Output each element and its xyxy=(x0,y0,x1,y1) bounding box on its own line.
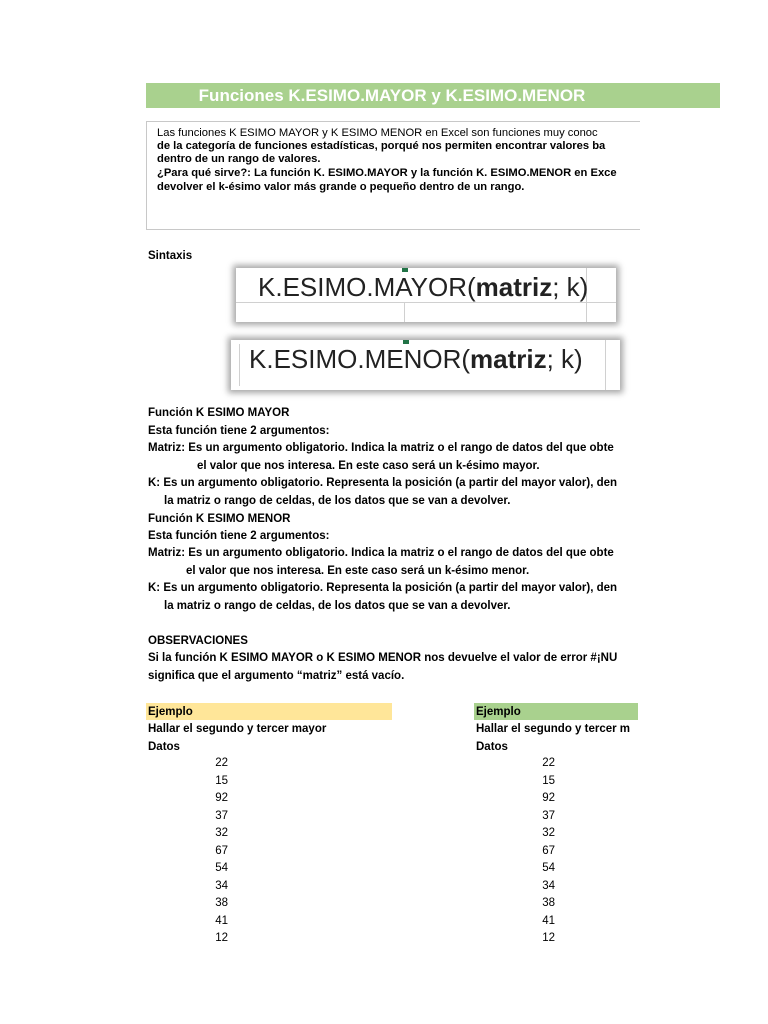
data-cell: 22 xyxy=(215,757,228,769)
data-cell: 12 xyxy=(542,932,555,944)
data-cell: 15 xyxy=(215,775,228,787)
data-cell: 92 xyxy=(215,792,228,804)
data-cell: 22 xyxy=(542,757,555,769)
example-left-datos: Datos xyxy=(148,741,180,753)
data-cell: 67 xyxy=(215,845,228,857)
data-cell: 32 xyxy=(215,827,228,839)
data-cell: 67 xyxy=(542,845,555,857)
intro-line: Las funciones K ESIMO MAYOR y K ESIMO MENOR en Excel son funciones muy conoc xyxy=(157,127,598,139)
intro-line: ¿Para qué sirve?: La función K. ESIMO.MAYOR y la función K. ESIMO.MENOR en Exce xyxy=(157,167,617,179)
data-cell: 37 xyxy=(215,810,228,822)
formula-rest: ; k) xyxy=(552,272,589,302)
data-cell: 37 xyxy=(542,810,555,822)
title-bar xyxy=(146,83,720,108)
formula-text-mayor xyxy=(258,272,588,302)
mayor-heading: Función K ESIMO MAYOR xyxy=(148,407,290,419)
k-text: Es un argumento obligatorio. Representa la posición (a partir del mayor valor), den xyxy=(160,582,618,594)
example-left-header: Ejemplo xyxy=(148,706,193,718)
formula-image-menor xyxy=(231,340,620,390)
data-cell: 41 xyxy=(215,915,228,927)
mayor-matriz-line xyxy=(148,441,640,455)
gridline xyxy=(404,302,405,322)
mayor-k-cont: la matriz o rango de celdas, de los datos que se van a devolver. xyxy=(164,495,511,507)
gridline xyxy=(605,340,606,390)
data-cell: 92 xyxy=(542,792,555,804)
example-right-header: Ejemplo xyxy=(476,706,521,718)
observaciones-line: significa que el argumento “matriz” está vacío. xyxy=(148,670,405,682)
menor-k-cont: la matriz o rango de celdas, de los datos que se van a devolver. xyxy=(164,600,511,612)
gridline xyxy=(239,344,240,386)
data-cell: 38 xyxy=(542,897,555,909)
matriz-label: Matriz: xyxy=(148,442,186,454)
page-title: Funciones K.ESIMO.MAYOR y K.ESIMO.MENOR xyxy=(198,86,586,105)
observaciones-line: Si la función K ESIMO MAYOR o K ESIMO MENOR nos devuelve el valor de error #¡NU xyxy=(148,652,618,664)
gridline xyxy=(236,302,616,303)
mayor-matriz-cont: el valor que nos interesa. En este caso será un k-ésimo mayor. xyxy=(197,460,540,472)
menor-matriz-cont: el valor que nos interesa. En este caso será un k-ésimo menor. xyxy=(186,565,530,577)
matriz-text: Es un argumento obligatorio. Indica la matriz o el rango de datos del que obte xyxy=(185,547,614,559)
k-label: K: xyxy=(148,582,161,594)
mayor-intro: Esta función tiene 2 argumentos: xyxy=(148,425,330,437)
data-cell: 41 xyxy=(542,915,555,927)
mayor-k-line xyxy=(148,476,640,490)
menor-intro: Esta función tiene 2 argumentos: xyxy=(148,530,330,542)
intro-line: dentro de un rango de valores. xyxy=(157,153,321,165)
menor-heading: Función K ESIMO MENOR xyxy=(148,513,291,525)
data-cell: 38 xyxy=(215,897,228,909)
data-cell: 54 xyxy=(215,862,228,874)
k-text: Es un argumento obligatorio. Representa la posición (a partir del mayor valor), den xyxy=(160,477,618,489)
data-cell: 54 xyxy=(542,862,555,874)
formula-argument: matriz xyxy=(475,272,553,302)
formula-argument: matriz xyxy=(470,344,547,374)
matriz-label: Matriz: xyxy=(148,547,186,559)
k-label: K: xyxy=(148,477,161,489)
formula-function-name: K.ESIMO.MAYOR( xyxy=(258,272,476,302)
intro-line: devolver el k-ésimo valor más grande o pequeño dentro de un rango. xyxy=(157,181,525,193)
example-right-task: Hallar el segundo y tercer m xyxy=(476,723,631,735)
formula-rest: ; k) xyxy=(546,344,583,374)
intro-line: de la categoría de funciones estadísticas, porqué nos permiten encontrar valores ba xyxy=(157,140,606,152)
formula-text-menor xyxy=(249,344,583,374)
data-cell: 15 xyxy=(542,775,555,787)
observaciones-heading: OBSERVACIONES xyxy=(148,635,248,647)
matriz-text: Es un argumento obligatorio. Indica la matriz o el rango de datos del que obte xyxy=(185,442,614,454)
formula-function-name: K.ESIMO.MENOR( xyxy=(249,344,471,374)
menor-matriz-line xyxy=(148,546,640,560)
data-cell: 34 xyxy=(215,880,228,892)
syntax-label: Sintaxis xyxy=(148,250,193,262)
example-right-datos: Datos xyxy=(476,741,508,753)
data-cell: 12 xyxy=(215,932,228,944)
formula-image-mayor xyxy=(236,268,616,322)
data-cell: 32 xyxy=(542,827,555,839)
intro-textbox xyxy=(146,121,640,230)
menor-k-line xyxy=(148,581,640,595)
data-cell: 34 xyxy=(542,880,555,892)
example-left-task: Hallar el segundo y tercer mayor xyxy=(148,723,327,735)
